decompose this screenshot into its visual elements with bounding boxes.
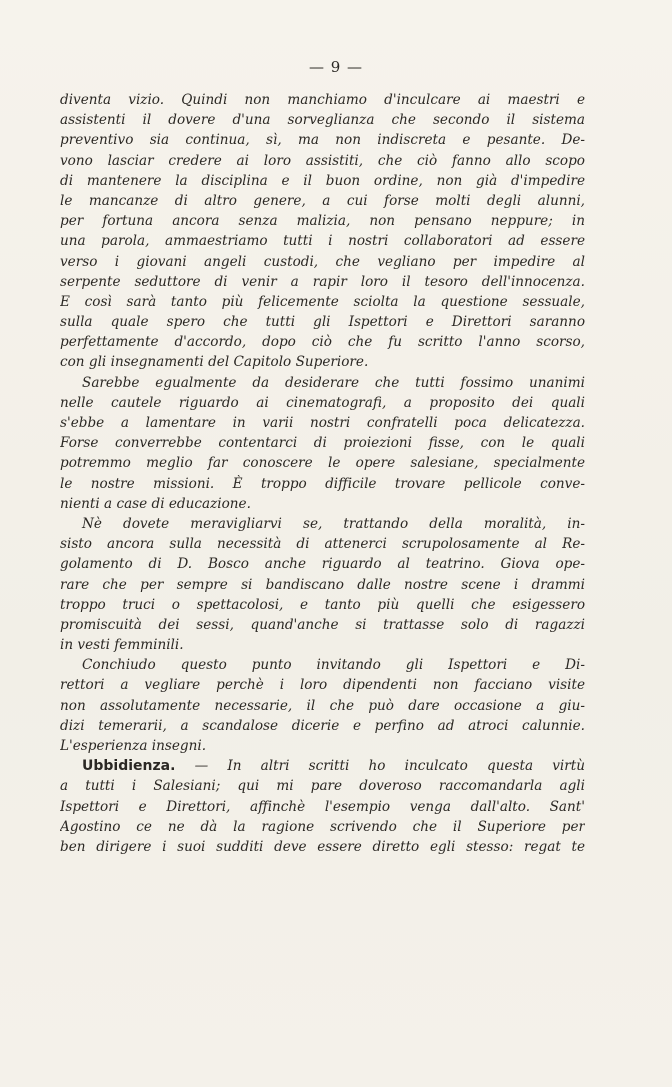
text-line: s'ebbe a lamentare in varii nostri confratelli poca delicatezza. — [60, 415, 585, 431]
page-number: — 9 — — [308, 58, 364, 76]
text-line: diventa vizio. Quindi non manchiamo d'inculcare ai maestri e — [60, 92, 585, 108]
text-line: Nè dovete meravigliarvi se, trattando della moralità, in- — [82, 515, 585, 532]
text-line: serpente seduttore di venir a rapir loro il tesoro dell'innocenza. — [60, 273, 585, 290]
text-line: vono lasciar credere ai loro assistiti, che ciò fanno allo scopo — [60, 152, 585, 169]
text-line: dizi temerarii, a scandalose dicerie e perfino ad atroci calunnie. — [60, 717, 585, 734]
text-line: golamento di D. Bosco anche riguardo al teatrino. Giova ope- — [60, 556, 585, 573]
text-line: rare che per sempre si bandiscano dalle nostre scene i drammi — [60, 576, 585, 593]
text-line: verso i giovani angeli custodi, che vegliano per impedire al — [60, 253, 585, 270]
text-line: preventivo sia continua, sì, ma non indiscreta e pesante. De- — [60, 132, 585, 149]
text-line: troppo truci o spettacolosi, e tanto più quelli che esigessero — [60, 596, 585, 613]
text-line: nelle cautele riguardo ai cinematografi, a proposito dei quali — [60, 394, 585, 411]
section-heading: Ubbidienza. — [82, 758, 176, 775]
text-line: assistenti il dovere d'una sorveglianza che secondo il sistema — [60, 112, 585, 129]
text-line: le mancanze di altro genere, a cui forse molti degli alunni, — [60, 192, 585, 209]
text-line: E così sarà tanto più felicemente sciolta la questione sessuale, — [60, 293, 585, 310]
section-heading-line — [60, 756, 585, 776]
text-line: una parola, ammaestriamo tutti i nostri collaboratori ad essere — [60, 233, 585, 250]
text-line: rettori a vegliare perchè i loro dipendenti non facciano visite — [60, 677, 585, 694]
text-line: promiscuità dei sessi, quand'anche si trattasse solo di ragazzi — [60, 616, 585, 633]
text-line: con gli insegnamenti del Capitolo Superiore. — [60, 354, 369, 371]
text-line: Agostino ce ne dà la ragione scrivendo che il Superiore per — [60, 818, 585, 835]
text-line: Conchiudo questo punto invitando gli Ispettori e Di- — [82, 657, 585, 674]
text-line: nienti a case di educazione. — [60, 495, 251, 512]
text-line: di mantenere la disciplina e il buon ordine, non già d'impedire — [60, 172, 585, 189]
text-line: L'esperienza insegni. — [60, 738, 207, 754]
text-line: Forse converrebbe contentarci di proiezioni fisse, con le quali — [60, 435, 585, 452]
text-line: a tutti i Salesiani; qui mi pare doveroso raccomandarla agli — [60, 778, 585, 795]
text-line: sisto ancora sulla necessità di attenerci scrupolosamente al Re- — [60, 536, 585, 553]
text-line: — In altri scritti ho inculcato questa virtù — [194, 758, 585, 775]
text-line: non assolutamente necessarie, il che può dare occasione a giu- — [60, 697, 585, 714]
text-line: le nostre missioni. È troppo difficile trovare pellicole conve- — [60, 475, 585, 492]
text-line: Ispettori e Direttori, affinchè l'esempio venga dall'alto. Sant' — [60, 798, 585, 815]
text-line: perfettamente d'accordo, dopo ciò che fu scritto l'anno scorso, — [60, 334, 585, 351]
text-line: in vesti femminili. — [60, 637, 184, 654]
text-line: sulla quale spero che tutti gli Ispettori e Direttori saranno — [60, 314, 585, 331]
body-text — [60, 90, 585, 857]
text-line: Sarebbe egualmente da desiderare che tutti fossimo unanimi — [82, 374, 585, 391]
text-line: potremmo meglio far conoscere le opere salesiane, specialmente — [60, 455, 585, 472]
text-line: per fortuna ancora senza malizia, non pensano neppure; in — [60, 213, 585, 230]
text-line: ben dirigere i suoi sudditi deve essere diretto egli stesso: regat te — [60, 838, 585, 855]
